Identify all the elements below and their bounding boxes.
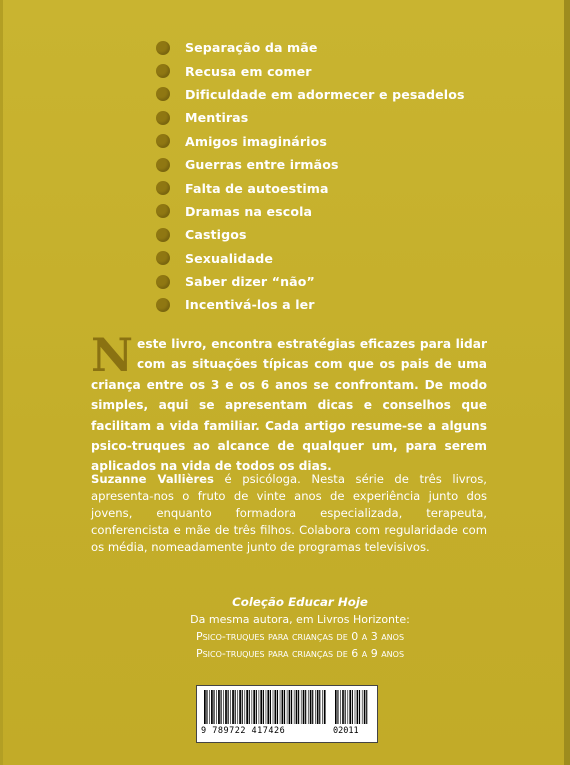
topic-label: Guerras entre irmãos [185,157,339,173]
topic-label: Castigos [185,227,247,243]
author-bio-text: é psicóloga. Nesta série de três livros, apresenta-nos o fruto de vinte anos de experiência junto dos jovens, enquanto formadora especializada, terapeuta, conferencista e mãe de três filhos. Colabora com regularidade com os média, nomeadamente junto de programas televisivos. [91,472,487,554]
topic-label: Mentiras [185,110,249,126]
barcode-addon-bar [366,690,367,724]
list-item [156,130,536,153]
barcode-bar [280,690,281,724]
topic-label: Incentivá-los a ler [185,297,315,313]
barcode-bar [312,690,313,724]
collection-title: Coleção Educar Hoje [232,595,368,609]
barcode-bars [203,690,327,724]
bullet-icon [156,64,170,78]
barcode-bar [213,690,214,724]
bullet-icon [156,158,170,172]
bullet-icon [156,111,170,125]
barcode-bar [270,690,271,724]
barcode-bar [267,690,269,724]
barcode-bar [239,690,241,724]
list-item [156,36,536,59]
barcode-bar [253,690,255,724]
same-author-label: Da mesma autora, em Livros Horizonte: [190,613,410,626]
barcode-bar [249,690,250,724]
topic-label: Falta de autoestima [185,180,329,196]
barcode-bar [287,690,288,724]
topic-label: Amigos imaginários [185,133,327,149]
barcode-bar [209,690,210,724]
bullet-icon [156,298,170,312]
list-item [156,270,536,293]
barcode-digits: 9 789722 417426 [201,726,286,736]
barcode-bar [266,690,267,724]
barcode-bar [245,690,246,724]
list-item [156,200,536,223]
bullet-icon [156,228,170,242]
cover-left-edge [0,0,3,765]
barcode-bar [277,690,278,724]
bullet-icon [156,204,170,218]
topic-list [156,36,536,317]
barcode-addon-bar [357,690,359,724]
barcode-bar [289,690,291,724]
barcode-addon-bar [335,690,337,724]
list-item [156,83,536,106]
barcode-bar [211,690,213,724]
list-item [156,247,536,270]
barcode-bar [303,690,305,724]
barcode-bar [317,690,319,724]
list-item [156,59,536,82]
barcode-addon-bar [362,690,363,724]
barcode-bar [225,690,227,724]
barcode-addon-bar [364,690,366,724]
topic-label: Dramas na escola [185,203,313,219]
barcode-bar [263,690,264,724]
barcode-bar [223,690,224,724]
barcode-bar [296,690,298,724]
barcode-bar [282,690,284,724]
topic-label: Saber dizer “não” [185,274,315,290]
topic-label: Recusa em comer [185,63,312,79]
bullet-icon [156,275,170,289]
barcode-bar [324,690,326,724]
barcode-addon-bar [359,690,360,724]
bullet-icon [156,87,170,101]
barcode-bar [275,690,277,724]
barcode-addon-bar [348,690,349,724]
barcode-bar [298,690,299,724]
barcode-bar [221,690,222,724]
barcode-bar [206,690,207,724]
drop-cap: N [91,328,134,382]
barcode-addon-bar [355,690,356,724]
barcode-addon-digits: 02011 [333,726,359,736]
related-book-title: Psico-truques para crianças de 6 a 9 anos [195,647,405,660]
cover-right-edge [564,0,570,765]
barcode [196,685,378,743]
bullet-icon [156,134,170,148]
barcode-addon-bar [337,690,338,724]
barcode-bar [256,690,257,724]
author-bio [91,471,487,556]
bullet-icon [156,41,170,55]
bullet-icon [156,251,170,265]
barcode-addon-bars [334,690,370,724]
barcode-bar [308,690,309,724]
barcode-bar [319,690,320,724]
list-item [156,223,536,246]
barcode-bar [291,690,292,724]
barcode-bar [230,690,231,724]
barcode-addon-bar [342,690,344,724]
topic-label: Sexualidade [185,250,274,266]
barcode-bar [260,690,262,724]
barcode-bar [228,690,229,724]
topic-label: Separação da mãe [185,40,318,56]
list-item [156,293,536,316]
list-item [156,176,536,199]
barcode-bar [218,690,220,724]
barcode-bar [301,690,302,724]
list-item [156,106,536,129]
intro-paragraph [91,328,487,477]
barcode-addon-bar [340,690,341,724]
barcode-bar [294,690,295,724]
barcode-bar [204,690,206,724]
barcode-bar [273,690,274,724]
barcode-bar [259,690,260,724]
barcode-bar [322,690,323,724]
bullet-icon [156,181,170,195]
barcode-bar [284,690,285,724]
barcode-bar [305,690,306,724]
barcode-addon-bar [352,690,353,724]
barcode-bar [242,690,243,724]
barcode-bar [246,690,248,724]
list-item [156,153,536,176]
related-book-title: Psico-truques para crianças de 0 a 3 anos [195,630,405,643]
barcode-bar [216,690,217,724]
barcode-bar [252,690,253,724]
topic-label: Dificuldade em adormecer e pesadelos [185,86,465,102]
barcode-bar [310,690,312,724]
intro-text: este livro, encontra estratégias eficazes para lidar com as situações típicas com que os pais de uma criança entre os 3 e os 6 anos se confrontam. De modo simples, aqui se apresentam dicas e conselhos que facilitam a vida familiar. Cada artigo resume-se a alguns psico-truques ao alcance de qualquer um, para serem aplicados na vida de todos os dias. [91,337,487,474]
barcode-bar [232,690,234,724]
barcode-bar [237,690,238,724]
collection-block [170,594,430,662]
barcode-bar [315,690,316,724]
barcode-bar [235,690,236,724]
barcode-addon-bar [349,690,351,724]
barcode-addon-bar [345,690,346,724]
author-name: Suzanne Vallières [91,472,214,486]
